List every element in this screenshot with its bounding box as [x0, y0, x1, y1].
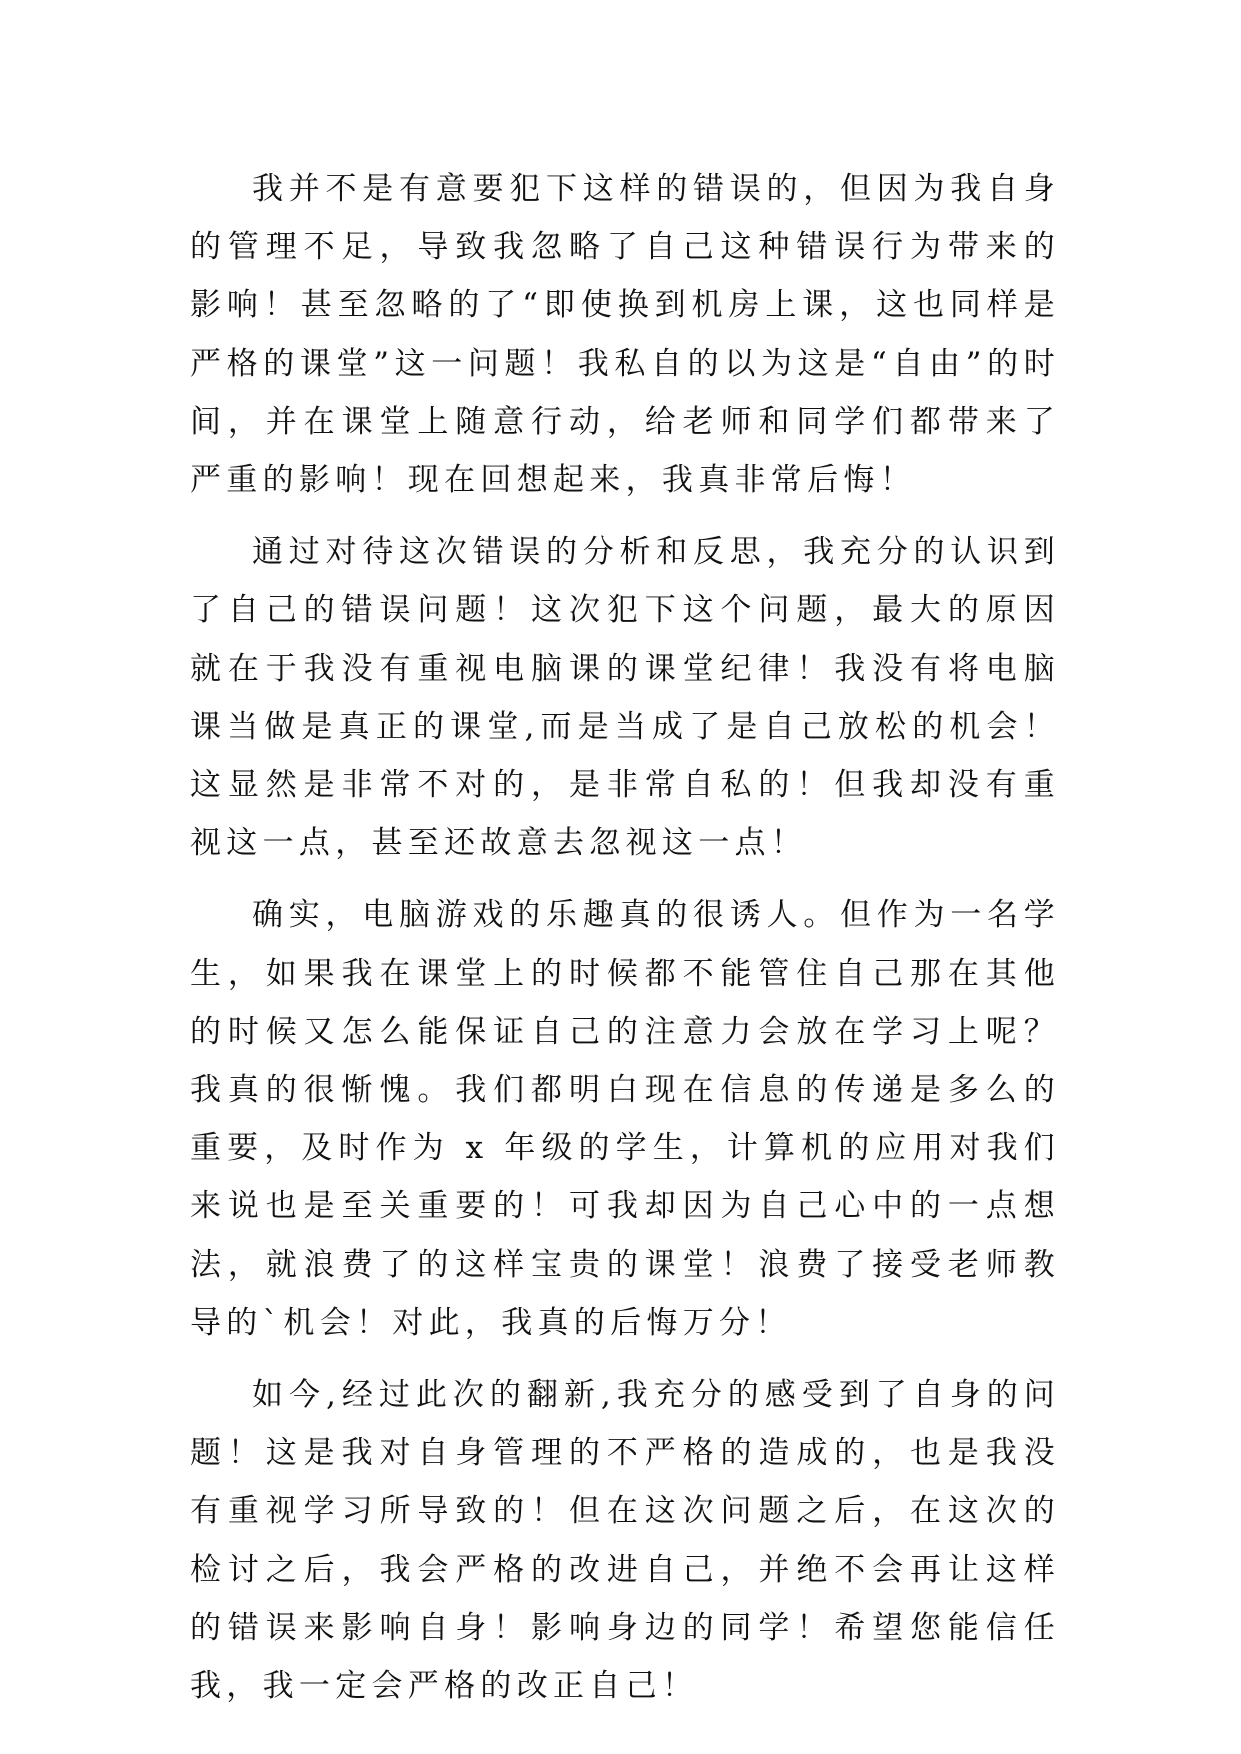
paragraph-3: 确实，电脑游戏的乐趣真的很诱人。但作为一名学生，如果我在课堂上的时候都不能管住自己那在其他的时候又怎么能保证自己的注意力会放在学习上呢？我真的很惭愧。我们都明白现在信息的传递是多么的重要，及时作为 x 年级的学生，计算机的应用对我们来说也是至关重要的！可我却因为自己心中的一点想法，就浪费了的这样宝贵的课堂！浪费了接受老师教导的`机会！对此，我真的后悔万分！ [190, 897, 1060, 1341]
paragraph-1: 我并不是有意要犯下这样的错误的，但因为我自身的管理不足，导致我忽略了自己这种错误行为带来的影响！甚至忽略的了“即使换到机房上课，这也同样是严格的课堂”这一问题！我私自的以为这是“自由”的时间，并在课堂上随意行动，给老师和同学们都带来了严重的影响！现在回想起来，我真非常后悔！ [190, 171, 1060, 499]
document-body [190, 160, 1060, 1729]
paragraph-4: 如今,经过此次的翻新,我充分的感受到了自身的问题！这是我对自身管理的不严格的造成的，也是我没有重视学习所导致的！但在这次问题之后，在这次的检讨之后，我会严格的改进自己，并绝不会再让这样的错误来影响自身！影响身边的同学！希望您能信任我，我一定会严格的改正自己！ [190, 1377, 1060, 1705]
paragraph-2: 通过对待这次错误的分析和反思，我充分的认识到了自己的错误问题！这次犯下这个问题，最大的原因就在于我没有重视电脑课的课堂纪律！我没有将电脑课当做是真正的课堂,而是当成了是自己放松的机会！这显然是非常不对的，是非常自私的！但我却没有重视这一点，甚至还故意去忽视这一点！ [190, 534, 1060, 862]
